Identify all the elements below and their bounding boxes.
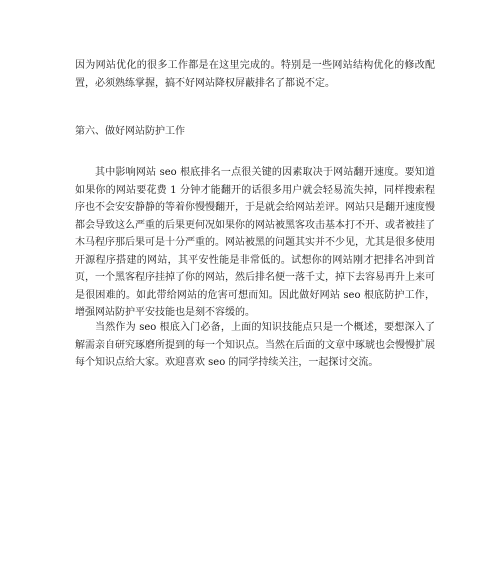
section-heading: 第六、做好网站防护工作 xyxy=(75,126,185,137)
intro-paragraph: 因为网站优化的很多工作都是在这里完成的。特别是一些网站结构优化的修改配置，必须熟练掌握，搞不好网站降权屏蔽排名了都说不定。 xyxy=(75,60,435,89)
security-paragraph: 其中影响网站 seo 根底排名一点很关键的因素取决于网站翻开速度。要知道如果你的网站要花费 1 分钟才能翻开的话很多用户就会轻易流失掉，同样搜索程序也不会安安静静的等着你慢慢翻开，于是就会给网站差评。网站只是翻开速度慢都会导致这么严重的后果更何况如果你的网站被黑客攻击基本打不开、或者被挂了木马程序那后果可是十分严重的。网站被黑的问题其实并不少见，尤其是很多使用开源程序搭建的网站，其平安性能是非常低的。试想你的网站刚才把排名冲到首页，一个黑客程序挂掉了你的网站，然后排名便一落千丈，掉下去容易再升上来可是很困难的。如此带给网站的危害可想而知。因此做好网站 seo 根底防护工作，增强网站防护平安技能也是刻不容缓的。 xyxy=(75,167,435,318)
conclusion-paragraph: 当然作为 seo 根底入门必备，上面的知识技能点只是一个概述，要想深入了解需亲自研究琢磨所提到的每一个知识点。当然在后面的文章中琢琥也会慢慢扩展每个知识点给大家。欢迎喜欢 seo 的同学持续关注，一起探讨交流。 xyxy=(75,322,435,368)
